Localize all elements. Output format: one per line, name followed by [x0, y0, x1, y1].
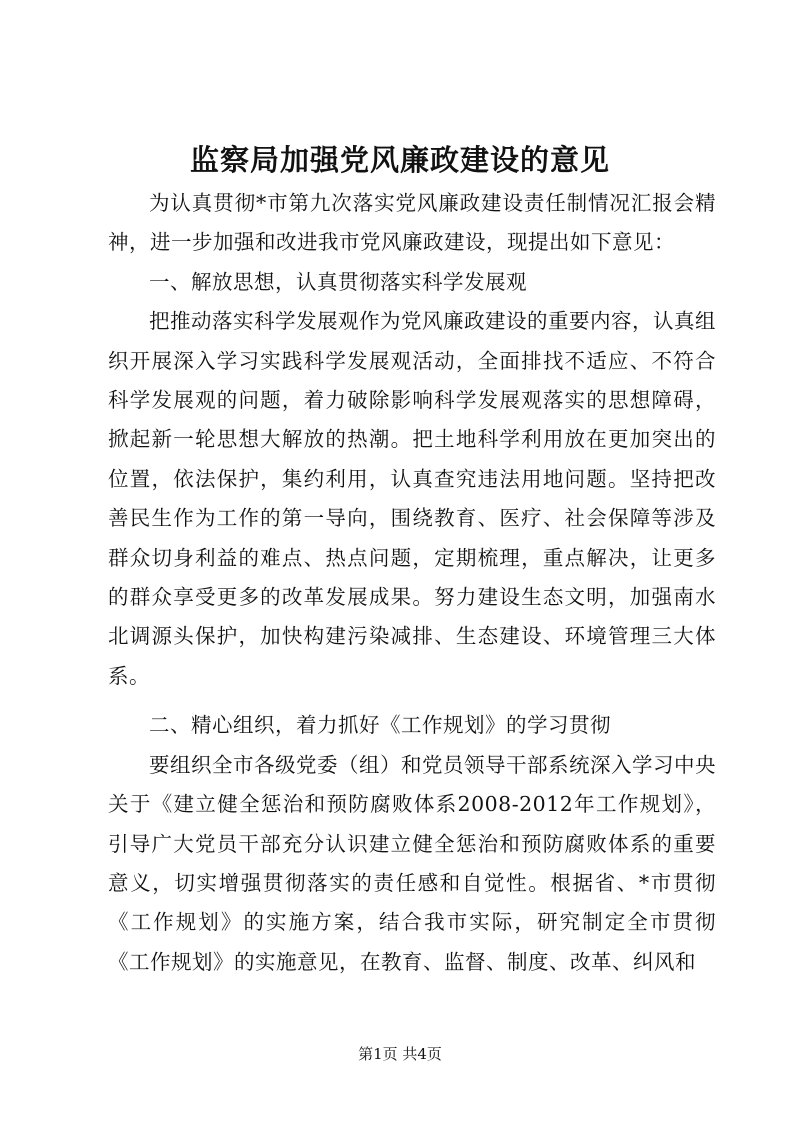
intro-paragraph: 为认真贯彻*市第九次落实党风廉政建设责任制情况汇报会精神，进一步加强和改进我市党风廉政建设，现提出如下意见：	[108, 191, 716, 255]
document-body	[108, 184, 716, 982]
page-footer: 第1页 共4页	[358, 1045, 442, 1063]
section-heading-2: 二、精心组织，着力抓好《工作规划》的学习贯彻	[149, 713, 611, 738]
page-title: 监察局加强党风廉政建设的意见	[189, 143, 610, 177]
section-heading-1: 一、解放思想，认真贯彻落实科学发展观	[149, 269, 527, 294]
section-2-paragraph: 要组织全市各级党委（组）和党员领导干部系统深入学习中央关于《建立健全惩治和预防腐败体系2008-2012年工作规划》，引导广大党员干部充分认识建立健全惩治和预防腐败体系的重要意义，切实增强贯彻落实的责任感和自觉性。根据省、*市贯彻《工作规划》的实施方案，结合我市实际，研究制定全市贯彻《工作规划》的实施意见，在教育、监督、制度、改革、纠风和	[108, 752, 716, 974]
section-1-paragraph: 把推动落实科学发展观作为党风廉政建设的重要内容，认真组织开展深入学习实践科学发展观活动，全面排找不适应、不符合科学发展观的问题，着力破除影响科学发展观落实的思想障碍，掀起新一轮思想大解放的热潮。把土地科学利用放在更加突出的位置，依法保护，集约利用，认真查究违法用地问题。坚持把改善民生作为工作的第一导向，围绕教育、医疗、社会保障等涉及群众切身利益的难点、热点问题，定期梳理，重点解决，让更多的群众享受更多的改革发展成果。努力建设生态文明，加强南水北调源头保护，加快构建污染减排、生态建设、环境管理三大体系。	[108, 309, 716, 688]
